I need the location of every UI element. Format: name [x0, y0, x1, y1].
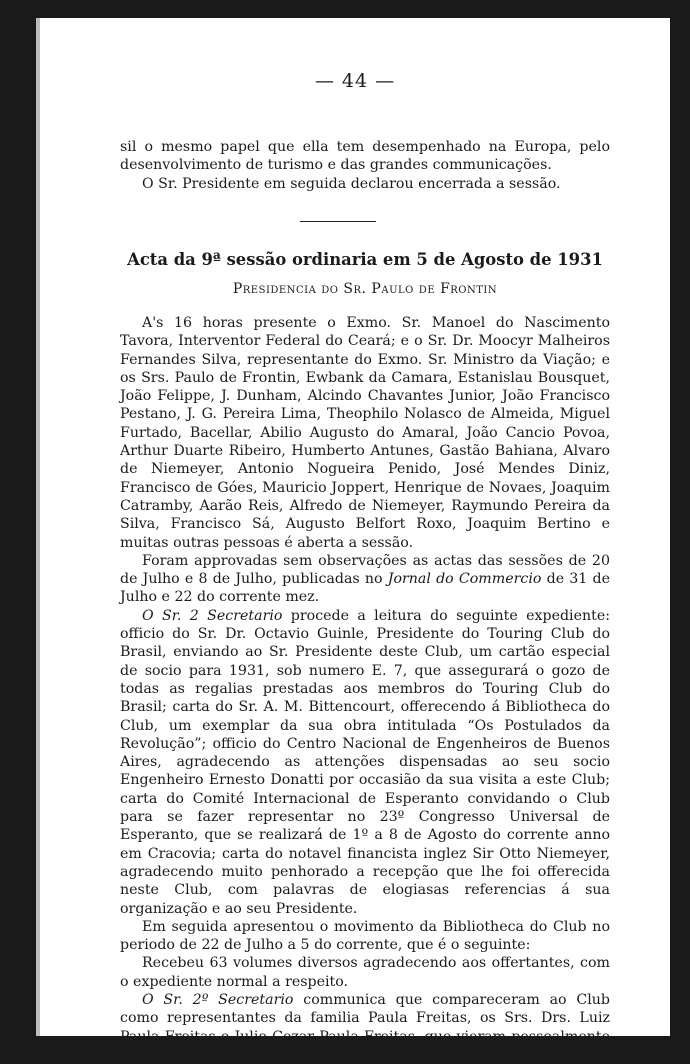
volumes-paragraph: Recebeu 63 volumes diversos agradecendo aos offertantes, com o expediente normal a respeito.	[120, 955, 610, 990]
section-divider	[300, 221, 376, 222]
intro-line: desenvolvimento de turismo e das grandes communicações.	[120, 157, 552, 174]
secretary-label-2: O Sr. 2º Secretario	[142, 991, 294, 1008]
intro-line: sil o mesmo papel que ella tem desempenhado na Europa, pelo	[120, 139, 610, 155]
intro-closing: O Sr. Presidente em seguida declarou encerrada a sessão.	[142, 175, 561, 192]
approval-text-after: de 31 de Julho e 22 do corrente mez.	[120, 571, 610, 606]
document-page	[36, 18, 670, 1063]
intro-block	[120, 138, 610, 193]
correspondence-paragraph	[120, 607, 610, 918]
page-number: — 44 —	[314, 70, 396, 92]
presidency-line: Presidencia do Sr. Paulo de Frontin	[232, 281, 498, 297]
approval-paragraph	[120, 552, 610, 607]
library-paragraph: Em seguida apresentou o movimento da Bibliotheca do Club no periodo de 22 de Julho a 5 do corrente, que é o seguinte:	[120, 918, 610, 954]
secretary-label: O Sr. 2 Secretario	[142, 607, 283, 624]
attendance-paragraph: A's 16 horas presente o Exmo. Sr. Manoel do Nascimento Tavora, Interventor Federal do Ceará; e o Sr. Dr. Moocyr Malheiros Fernandes Silva, representante do Exmo. Sr. Ministro da Viação; e os Srs. Paulo de Frontin, Ewbank da Camara, Estanislau Bousquet, João Felippe, J. Dunham, Alcindo Chavantes Junior, João Francisco Pestano, J. G. Pereira Lima, Theophilo Nolasco de Almeida, Miguel Furtado, Bacellar, Abilio Augusto do Amaral, João Cancio Povoa, Arthur Duarte Ribeiro, Humberto Antunes, Gastão Bahiana, Alvaro de Niemeyer, Antonio Nogueira Penido, José Mendes Diniz, Francisco de Góes, Mauricio Joppert, Henrique de Novaes, Joaquim Catramby, Aarão Reis, Alfredo de Niemeyer, Raymundo Pereira da Silva, Francisco Sá, Augusto Belfort Roxo, Joaquim Bertino e muitas outras pessoas é aberta a sessão.	[120, 315, 610, 551]
minutes-body	[120, 314, 610, 1064]
newspaper-name: Jornal do Commercio	[387, 571, 542, 588]
family-text: communica que compareceram ao Club como representantes da familia Paula Freitas, os Srs. Drs. Luiz Paula Freitas e Julio Cezar Paula Freitas, que vieram pessoalmente agradecer as homanegans pelo Club prestadas á	[120, 991, 610, 1063]
session-title: Acta da 9ª sessão ordinaria em 5 de Agosto de 1931	[127, 250, 603, 269]
approval-text-before: Foram approvadas sem observações as actas das sessões de 20 de Julho e 8 de Julho, publicadas no	[120, 552, 610, 588]
family-paragraph	[120, 991, 610, 1064]
correspondence-text: procede a leitura do seguinte expediente: officio do Sr. Dr. Octavio Guinle, Presidente do Touring Club do Brasil, enviando ao Sr. Presidente deste Club, um cartão especial de socio para 1931, sob numero E. 7, que assegurará o gozo de todas as regalias prestadas aos membros do Touring Club do Brasil; carta do Sr. A. M. Bittencourt, offerecendo á Bibliotheca do Club, um exemplar da sua obra intitulada “Os Postulados da Revolução”; officio do Centro Nacional de Engenheiros de Buenos Aires, agradecendo as attenções dispensadas ao seu socio Engenheiro Ernesto Donatti por occasião da sua visita a este Club; carta do Comité Internacional de Esperanto convidando o Club para se fazer representar no 23º Congresso Universal de Esperanto, que se realizará de 1º a 8 de Agosto do corrente anno em Cracovia; carta do notavel financista inglez Sir Otto Niemeyer, agradecendo muito penhorado a recepção que lhe foi offerecida neste Club, com palavras de elogiasas referencias á sua organização e ao seu Presidente.	[120, 607, 610, 917]
